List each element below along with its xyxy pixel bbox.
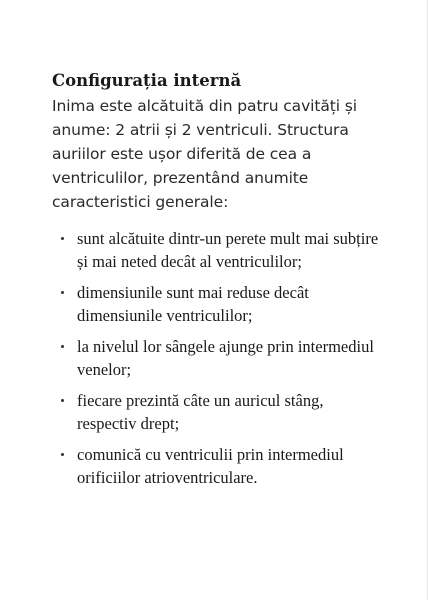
bullet-dot-icon — [61, 345, 64, 348]
list-item-text: la nivelul lor sângele ajunge prin intermediul venelor; — [77, 337, 374, 379]
list-item-text: comunică cu ventriculii prin intermediul orificiilor atrioventriculare. — [77, 445, 344, 487]
list-item — [52, 390, 382, 435]
list-item — [52, 336, 382, 381]
section-content — [52, 70, 382, 498]
list-item-text: fiecare prezintă câte un auricul stâng, respectiv drept; — [77, 391, 324, 433]
intro-paragraph: Inima este alcătuită din patru cavități și anume: 2 atrii și 2 ventriculi. Structura auriilor este ușor diferită de cea a ventriculilor, prezentând anumite caracteristici generale: — [52, 97, 357, 211]
list-item — [52, 444, 382, 489]
list-item — [52, 228, 382, 273]
bullet-dot-icon — [61, 399, 64, 402]
bullet-dot-icon — [61, 291, 64, 294]
section-heading: Configurația internă — [52, 71, 242, 90]
bullet-list — [52, 228, 382, 489]
bullet-dot-icon — [61, 453, 64, 456]
list-item — [52, 282, 382, 327]
list-item-text: dimensiunile sunt mai reduse decât dimensiunile ventriculilor; — [77, 283, 309, 325]
list-item-text: sunt alcătuite dintr-un perete mult mai subțire și mai neted decât al ventriculilor; — [77, 229, 379, 271]
bullet-dot-icon — [61, 237, 64, 240]
